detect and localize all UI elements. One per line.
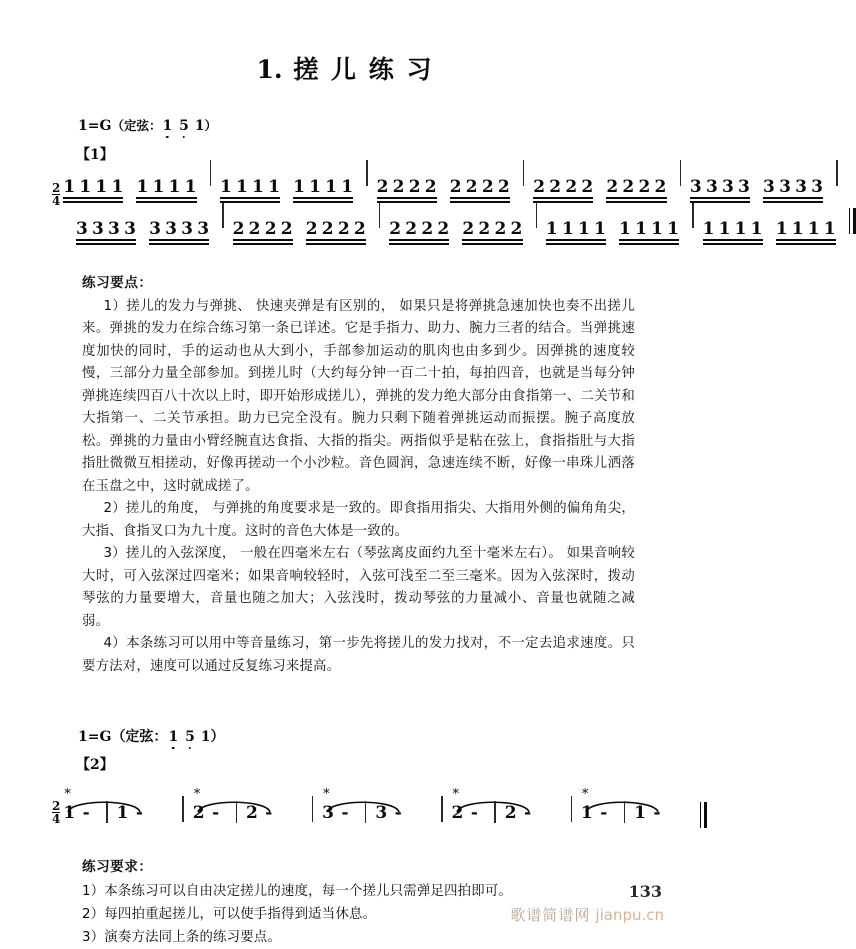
- beamed-note-group: [389, 219, 453, 245]
- barline: [494, 801, 495, 823]
- tremolo-asterisk: *: [193, 787, 201, 802]
- barline: [836, 160, 837, 186]
- note-digit: 2: [504, 803, 517, 823]
- beamed-note-group: [136, 177, 200, 203]
- note-digits: 1111: [293, 177, 358, 197]
- key-signature-line-2: [78, 726, 690, 746]
- key-label-1: 1=G: [78, 118, 112, 134]
- tuning-note-2-1: 1: [168, 729, 179, 745]
- tuning-suffix-1: ）: [204, 118, 217, 133]
- note-digits: 1111: [220, 177, 285, 197]
- final-double-barline: [849, 208, 856, 234]
- barline: [366, 160, 367, 186]
- note-digits: 1111: [619, 219, 684, 239]
- tremolo-note-row: [193, 801, 280, 823]
- note-digits: 3333: [689, 177, 755, 197]
- beamed-note-group: [293, 177, 357, 203]
- watermark-en-text: jianpu.cn: [595, 906, 664, 924]
- section-marker-1: 【1】: [76, 147, 114, 163]
- note-digits: 1111: [545, 219, 611, 239]
- barline: [441, 796, 442, 822]
- time-signature-1: $\frac{2}{4}$: [52, 181, 61, 208]
- barline: [571, 796, 572, 822]
- barline: [106, 801, 107, 823]
- tremolo-note-row: [63, 801, 150, 823]
- key-label-2: 1=G: [78, 729, 112, 745]
- requirement-item: 2）每四拍重起搓儿，可以使手指得到适当休息。: [82, 907, 377, 922]
- title-number: 1.: [256, 55, 283, 84]
- sustain-dash: -: [653, 803, 661, 823]
- barline: [312, 796, 313, 822]
- beamed-note-group: [149, 219, 213, 245]
- practice-requirements: [82, 856, 635, 949]
- tremolo-asterisk: *: [452, 787, 460, 802]
- tremolo-measure-pair: [322, 788, 432, 828]
- beamed-note-group: [450, 177, 514, 203]
- tuning-note-2-2: 5: [185, 729, 195, 745]
- note-digits: 2222: [533, 177, 598, 197]
- tuning-note-2-3: 1: [200, 729, 211, 745]
- note-digits: 2222: [376, 177, 441, 197]
- note-digits: 2222: [462, 219, 527, 239]
- sustain-dash: -: [600, 803, 608, 823]
- note-digits: 1111: [702, 219, 767, 239]
- beamed-note-group: [690, 177, 754, 203]
- staff-row-1b: [76, 212, 840, 254]
- tuning-note-1-3: 1: [194, 118, 205, 134]
- note-digit: 2: [451, 803, 464, 823]
- notation-system-2: [52, 784, 690, 840]
- beamed-note-group: [619, 219, 683, 245]
- barline: [182, 796, 183, 822]
- practice-notes-heading: 练习要点：: [82, 275, 153, 291]
- tremolo-measure-pair: [63, 788, 173, 828]
- tremolo-note-row: [581, 801, 668, 823]
- tuning-prefix-1: （定弦：: [111, 118, 162, 133]
- title-text: 搓 儿 练 习: [293, 55, 434, 84]
- beamed-note-group: [606, 177, 670, 203]
- note-digits: 3333: [149, 219, 214, 239]
- beamed-note-group: [703, 219, 767, 245]
- tremolo-measure-pair: [581, 788, 691, 828]
- tremolo-asterisk: *: [323, 787, 330, 802]
- beamed-note-group: [76, 219, 140, 245]
- sustain-dash: -: [135, 803, 143, 823]
- barline: [210, 160, 211, 186]
- watermark: [510, 904, 664, 925]
- tuning-prefix-2: （定弦：: [111, 729, 168, 745]
- note-digits: 3333: [763, 177, 828, 197]
- barline: [680, 160, 681, 186]
- barline: [624, 801, 625, 823]
- page-number: 133: [628, 882, 662, 901]
- section-marker-2: 【2】: [76, 757, 114, 773]
- note-digits: 1111: [136, 177, 201, 197]
- note-digit: 1: [580, 803, 593, 823]
- note-digits: 2222: [606, 177, 671, 197]
- beamed-note-group: [220, 177, 284, 203]
- note-digits: 3333: [76, 219, 141, 239]
- sustain-dash: -: [265, 803, 273, 823]
- note-digits: 2222: [449, 177, 514, 197]
- sustain-dash: -: [82, 803, 90, 823]
- note-digit: 1: [634, 803, 646, 823]
- time-signature-2: $\frac{2}{4}$: [52, 799, 61, 826]
- tremolo-asterisk: *: [581, 787, 589, 802]
- tremolo-note-row: [452, 801, 539, 823]
- tuning-note-1-2: 5: [179, 118, 189, 134]
- note-digit: 3: [375, 803, 388, 823]
- sustain-dash: -: [524, 803, 532, 823]
- beamed-note-group: [377, 177, 441, 203]
- barline: [692, 202, 693, 228]
- staff-row-2: [52, 784, 690, 834]
- beamed-note-group: [462, 219, 526, 245]
- note-digits: 1111: [775, 219, 840, 239]
- note-digit: 2: [192, 803, 205, 823]
- tremolo-measure-pair: [193, 788, 303, 828]
- beamed-note-group: [533, 177, 597, 203]
- tremolo-asterisk: *: [64, 787, 71, 802]
- note-digits: 1111: [63, 177, 128, 197]
- beamed-note-group: [233, 219, 297, 245]
- note-digits: 2222: [389, 219, 454, 239]
- note-digits: 2222: [232, 219, 297, 239]
- beamed-note-group: [63, 177, 127, 203]
- sustain-dash: -: [470, 803, 478, 823]
- beamed-note-group: [763, 177, 827, 203]
- beamed-note-group: [546, 219, 610, 245]
- tremolo-note-row: [322, 801, 409, 823]
- note-digit: 1: [63, 803, 76, 823]
- barline: [236, 801, 237, 823]
- sustain-dash: -: [212, 803, 220, 823]
- tuning-suffix-2: ）: [210, 729, 225, 745]
- note-digit: 1: [116, 803, 129, 823]
- final-double-barline: [700, 802, 707, 828]
- key-signature-line-1: [78, 116, 690, 134]
- requirement-item: 3）演奏方法同上条的练习要点。: [82, 930, 281, 945]
- barline: [365, 801, 366, 823]
- sustain-dash: -: [394, 803, 402, 823]
- beamed-note-group: [776, 219, 840, 245]
- practice-requirements-heading: 练习要求：: [82, 859, 153, 875]
- practice-note-paragraph: 4）本条练习可以用中等音量练习，第一步先将搓儿的发力找对，不一定去追求速度。只要方法对，速度可以通过反复练习来提高。: [82, 636, 635, 674]
- note-digit: 3: [322, 803, 334, 823]
- note-digits: 2222: [305, 219, 370, 239]
- barline: [222, 202, 223, 228]
- barline: [536, 202, 537, 228]
- practice-note-paragraph: 2）搓儿的角度， 与弹挑的角度要求是一致的。即食指用指尖、大指用外侧的偏角角尖，大指、食指叉口为九十度。这时的音色大体是一致的。: [82, 501, 635, 539]
- watermark-cn-text: 歌谱简谱网: [510, 906, 591, 924]
- page-title: [0, 0, 690, 86]
- notation-system-1: [52, 170, 840, 254]
- practice-note-paragraph: 3）搓儿的入弦深度， 一般在四毫米左右（琴弦离皮面约九至十毫米左右）。 如果音响较大时，可入弦深过四毫米；如果音响较轻时，入弦可浅至二至三毫米。因为入弦深时，拨动琴弦的力量要增大，音量也随之加大；入弦浅时，拨动琴弦的力量减小、音量也就随之减弱。: [82, 546, 635, 629]
- beamed-note-group: [306, 219, 370, 245]
- tremolo-measure-pair: [452, 788, 562, 828]
- sustain-dash: -: [341, 803, 349, 823]
- practice-note-paragraph: 1）搓儿的发力与弹挑、 快速夹弹是有区别的， 如果只是将弹挑急速加快也奏不出搓儿来。弹挑的发力在综合练习第一条已详述。它是手指力、助力、腕力三者的结合。当弹挑速度加快的同时，手的运动也从大到小，手部参加运动的肌肉也由多到少。因弹挑的速度较慢，三部分力量全部参加。到搓儿时（大约每分钟一百二十拍，每拍四音，也就是当每分钟弹挑连续四百八十次以上时，即开始形成搓儿），弹挑的发力绝大部分由食指第一、二关节和大指第一、二关节承担。助力已完全没有。腕力只剩下随着弹挑运动而振摆。腕子高度放松。弹挑的力量由小臂经腕直达食指、大指的指尖。两指似乎是粘在弦上，食指指肚与大指指肚微微互相搓动，好像再搓动一个小沙粒。音色圆润，急速连续不断，好像一串珠儿洒落在玉盘之中，这时就成搓了。: [82, 298, 635, 494]
- requirement-item: 1）本条练习可以自由决定搓儿的速度，每一个搓儿只需弹足四拍即可。: [82, 884, 513, 899]
- barline: [379, 202, 380, 228]
- practice-notes: [82, 272, 635, 678]
- tuning-note-1-1: 1: [162, 118, 173, 134]
- barline: [523, 160, 524, 186]
- note-digit: 2: [245, 803, 258, 823]
